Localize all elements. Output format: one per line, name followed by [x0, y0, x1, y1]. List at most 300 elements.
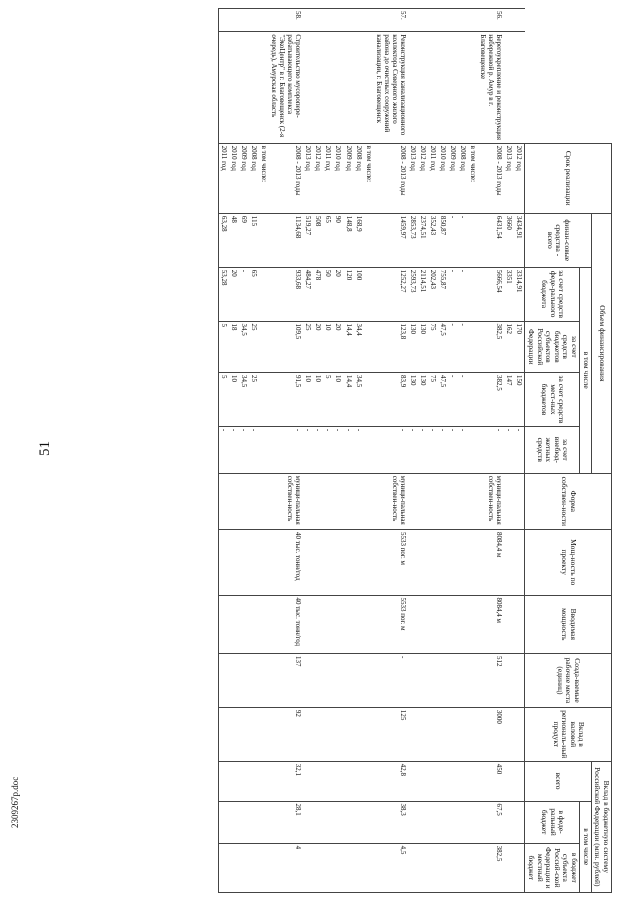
cell-v6: [313, 529, 323, 595]
table-row: [468, 9, 478, 893]
table-row: [218, 9, 229, 893]
header-obyom: Объем финансирования: [591, 213, 611, 473]
cell-v4: 10: [333, 373, 343, 427]
cell-v12: [343, 843, 353, 892]
cell-v12: 382,5: [478, 843, 504, 892]
cell-srok: 2013 год: [504, 143, 514, 213]
cell-v4: 91,5: [269, 373, 303, 427]
cell-v3: 5: [218, 321, 229, 373]
cell-v10: [239, 761, 249, 801]
cell-v8: [364, 654, 374, 708]
cell-n: 58.: [269, 9, 303, 32]
cell-v7: [333, 595, 343, 654]
cell-forma: [249, 473, 259, 529]
cell-v2: 5666,54: [478, 267, 504, 321]
cell-v3: 130: [408, 321, 418, 373]
cell-v11: [249, 801, 259, 843]
cell-forma: [303, 473, 313, 529]
cell-v6: [229, 529, 239, 595]
cell-n: [364, 9, 374, 32]
cell-v3: 34,4: [354, 321, 364, 373]
cell-v3: [468, 321, 478, 373]
cell-v3: 47,5: [438, 321, 448, 373]
cell-v9: [458, 707, 468, 761]
cell-v1: 3434,91: [514, 213, 525, 267]
cell-v12: [323, 843, 333, 892]
cell-v10: [438, 761, 448, 801]
cell-srok: 2008 - 2013 годы: [478, 143, 504, 213]
cell-forma: [514, 473, 525, 529]
cell-n: [514, 9, 525, 32]
cell-v11: [458, 801, 468, 843]
cell-v1: 168,9: [354, 213, 364, 267]
table-row: [478, 9, 504, 893]
cell-v12: [364, 843, 374, 892]
cell-n: [249, 9, 259, 32]
table-row: [343, 9, 353, 893]
cell-v12: [249, 843, 259, 892]
cell-v4: 34,5: [354, 373, 364, 427]
table-body: [218, 9, 525, 893]
cell-v12: [504, 843, 514, 892]
cell-v2: 755,87: [438, 267, 448, 321]
cell-v4: 5: [218, 373, 229, 427]
table-row: [333, 9, 343, 893]
cell-v12: [438, 843, 448, 892]
cell-v6: [239, 529, 249, 595]
cell-v11: [514, 801, 525, 843]
cell-name: [323, 32, 333, 143]
cell-v4: 34,5: [239, 373, 249, 427]
cell-v5: -: [269, 426, 303, 473]
cell-srok: 2008 год: [458, 143, 468, 213]
table-row: [259, 9, 269, 893]
cell-name: [333, 32, 343, 143]
cell-v10: 450: [478, 761, 504, 801]
cell-v2: 100: [354, 267, 364, 321]
cell-n: [343, 9, 353, 32]
cell-v2: 2593,73: [408, 267, 418, 321]
cell-v5: -: [438, 426, 448, 473]
cell-srok: 2013 год: [303, 143, 313, 213]
cell-v8: [239, 654, 249, 708]
cell-v8: [438, 654, 448, 708]
cell-v7: [229, 595, 239, 654]
cell-v8: [333, 654, 343, 708]
cell-v1: 3660: [504, 213, 514, 267]
cell-name: Берегоукрепление и реконструкция набережной р. Амур в г. Благовещенске: [478, 32, 504, 143]
cell-n: [458, 9, 468, 32]
cell-v11: [418, 801, 428, 843]
cell-v3: 123,8: [374, 321, 408, 373]
cell-forma: [218, 473, 229, 529]
cell-v8: [249, 654, 259, 708]
cell-v5: -: [343, 426, 353, 473]
cell-v11: [428, 801, 438, 843]
cell-v4: 130: [408, 373, 418, 427]
cell-v1: 2374,51: [418, 213, 428, 267]
cell-v8: [504, 654, 514, 708]
cell-v1: 115: [249, 213, 259, 267]
cell-forma: [438, 473, 448, 529]
header-vsego-fin: финан-совые средства - всего: [525, 213, 591, 267]
cell-v11: [438, 801, 448, 843]
cell-v6: [364, 529, 374, 595]
cell-name: [313, 32, 323, 143]
cell-name: [354, 32, 364, 143]
cell-name: [218, 32, 229, 143]
cell-v3: [364, 321, 374, 373]
cell-v10: [229, 761, 239, 801]
cell-v5: -: [303, 426, 313, 473]
cell-v3: 34,5: [239, 321, 249, 373]
cell-v9: [468, 707, 478, 761]
cell-v2: 484,27: [303, 267, 313, 321]
cell-v4: 5: [323, 373, 333, 427]
cell-v8: [468, 654, 478, 708]
cell-v5: -: [418, 426, 428, 473]
cell-forma: [229, 473, 239, 529]
cell-n: 56.: [478, 9, 504, 32]
cell-srok: 2009 год: [343, 143, 353, 213]
cell-v8: [323, 654, 333, 708]
cell-v8: [408, 654, 418, 708]
cell-v4: -: [448, 373, 458, 427]
cell-v7: [458, 595, 468, 654]
cell-v10: [468, 761, 478, 801]
cell-v10: [428, 761, 438, 801]
cell-v6: [468, 529, 478, 595]
table-row: [364, 9, 374, 893]
cell-v8: [458, 654, 468, 708]
cell-v3: [259, 321, 269, 373]
cell-n: [303, 9, 313, 32]
table-row: [354, 9, 364, 893]
cell-v7: [239, 595, 249, 654]
table-row: [269, 9, 303, 893]
cell-v5: -: [354, 426, 364, 473]
cell-srok: 2011 год: [428, 143, 438, 213]
cell-v10: [418, 761, 428, 801]
cell-v11: [333, 801, 343, 843]
cell-v2: 478: [313, 267, 323, 321]
cell-v1: 1459,97: [374, 213, 408, 267]
cell-n: [229, 9, 239, 32]
cell-forma: [504, 473, 514, 529]
cell-v10: [514, 761, 525, 801]
table-row: [438, 9, 448, 893]
cell-v5: -: [514, 426, 525, 473]
cell-v10: [364, 761, 374, 801]
cell-v12: [468, 843, 478, 892]
cell-v9: [354, 707, 364, 761]
cell-srok: 2012 год: [313, 143, 323, 213]
cell-name: [239, 32, 249, 143]
cell-v12: [303, 843, 313, 892]
header-vfed: в феде-ральный бюджет: [525, 801, 580, 843]
cell-v11: 28,1: [269, 801, 303, 843]
cell-v4: 150: [514, 373, 525, 427]
cell-n: [239, 9, 249, 32]
cell-v6: [303, 529, 313, 595]
cell-srok: 2010 год: [438, 143, 448, 213]
cell-srok: 2012 год: [514, 143, 525, 213]
cell-v10: [504, 761, 514, 801]
cell-v9: [303, 707, 313, 761]
cell-v6: [418, 529, 428, 595]
cell-v8: [428, 654, 438, 708]
cell-v11: 67,5: [478, 801, 504, 843]
cell-name: [468, 32, 478, 143]
cell-n: [313, 9, 323, 32]
header-forma: Форма собствен-ности: [525, 473, 612, 529]
cell-v1: 519,27: [303, 213, 313, 267]
cell-v10: [259, 761, 269, 801]
cell-v1: 63,28: [218, 213, 229, 267]
cell-v5: -: [333, 426, 343, 473]
cell-v5: -: [218, 426, 229, 473]
cell-v8: [418, 654, 428, 708]
cell-n: [468, 9, 478, 32]
header-fed: за счет средств феде-рального бюджета: [525, 267, 580, 321]
table-row: [323, 9, 333, 893]
cell-v7: [218, 595, 229, 654]
cell-v4: [364, 373, 374, 427]
cell-v5: -: [229, 426, 239, 473]
cell-v5: [364, 426, 374, 473]
table-row: [408, 9, 418, 893]
cell-v8: [218, 654, 229, 708]
cell-v12: 4: [269, 843, 303, 892]
cell-v7: [428, 595, 438, 654]
cell-n: [218, 9, 229, 32]
cell-n: [354, 9, 364, 32]
cell-srok: в том числе:: [468, 143, 478, 213]
cell-forma: [323, 473, 333, 529]
cell-v2: 1252,27: [374, 267, 408, 321]
cell-v4: 25: [249, 373, 259, 427]
cell-v5: -: [313, 426, 323, 473]
cell-name: [504, 32, 514, 143]
header-moshch: Мощ-ность по проекту: [525, 529, 612, 595]
cell-v12: [418, 843, 428, 892]
table-row: [458, 9, 468, 893]
cell-v9: 3000: [478, 707, 504, 761]
cell-forma: [408, 473, 418, 529]
cell-v2: [364, 267, 374, 321]
header-extra: за счет внебюд-жетных средств: [525, 426, 580, 473]
cell-v9: [229, 707, 239, 761]
cell-v8: [354, 654, 364, 708]
cell-v8: [313, 654, 323, 708]
rotated-table-container: [57, 8, 612, 893]
cell-v7: [249, 595, 259, 654]
cell-v11: [468, 801, 478, 843]
cell-v8: [448, 654, 458, 708]
cell-v7: [364, 595, 374, 654]
table-row: [514, 9, 525, 893]
cell-v2: 53,28: [218, 267, 229, 321]
cell-v9: [218, 707, 229, 761]
table-row: [313, 9, 323, 893]
table-row: [303, 9, 313, 893]
header-srok: Срок реализации: [525, 143, 612, 213]
cell-v7: [323, 595, 333, 654]
cell-srok: 2010 год: [333, 143, 343, 213]
cell-n: [323, 9, 333, 32]
cell-v12: [313, 843, 323, 892]
cell-srok: 2012 год: [418, 143, 428, 213]
cell-n: [333, 9, 343, 32]
cell-v2: [468, 267, 478, 321]
cell-v2: -: [239, 267, 249, 321]
cell-v3: 14,4: [343, 321, 353, 373]
cell-v2: -: [458, 267, 468, 321]
cell-v12: [239, 843, 249, 892]
cell-v7: [303, 595, 313, 654]
cell-v9: [313, 707, 323, 761]
cell-v6: [448, 529, 458, 595]
cell-v3: 20: [313, 321, 323, 373]
cell-v11: [323, 801, 333, 843]
cell-srok: 2009 год: [239, 143, 249, 213]
cell-v6: 5533 пог. м: [374, 529, 408, 595]
cell-n: [408, 9, 418, 32]
cell-srok: 2008 год: [354, 143, 364, 213]
cell-v2: 20: [333, 267, 343, 321]
cell-v9: [438, 707, 448, 761]
cell-v6: [504, 529, 514, 595]
table-row: [239, 9, 249, 893]
cell-v6: [333, 529, 343, 595]
cell-v10: [313, 761, 323, 801]
cell-v9: [239, 707, 249, 761]
cell-forma: муници-пальная собствен-ность: [478, 473, 504, 529]
cell-v12: 4,5: [374, 843, 408, 892]
cell-v4: 130: [418, 373, 428, 427]
cell-v5: -: [448, 426, 458, 473]
header-vsego: всего: [525, 761, 591, 801]
header-vtomchisle-vklad: в том числе: [580, 801, 592, 892]
cell-v7: [504, 595, 514, 654]
cell-v7: [408, 595, 418, 654]
cell-v3: 130: [418, 321, 428, 373]
cell-v10: 42,8: [374, 761, 408, 801]
cell-v5: -: [323, 426, 333, 473]
cell-v12: [458, 843, 468, 892]
cell-v7: [448, 595, 458, 654]
cell-v6: [323, 529, 333, 595]
cell-v3: 18: [229, 321, 239, 373]
cell-name: [259, 32, 269, 143]
header-vvod: Вводимая мощность: [525, 595, 612, 654]
cell-v11: [364, 801, 374, 843]
cell-v1: 352,43: [428, 213, 438, 267]
cell-v5: -: [504, 426, 514, 473]
cell-v10: [303, 761, 313, 801]
cell-v7: 5533 пог. м: [374, 595, 408, 654]
cell-v2: 933,68: [269, 267, 303, 321]
cell-forma: [448, 473, 458, 529]
cell-v9: [504, 707, 514, 761]
cell-v10: [333, 761, 343, 801]
cell-v11: [303, 801, 313, 843]
cell-v10: [354, 761, 364, 801]
cell-v11: [354, 801, 364, 843]
cell-name: [458, 32, 468, 143]
cell-v5: [468, 426, 478, 473]
cell-srok: 2011 год: [218, 143, 229, 213]
cell-v9: [323, 707, 333, 761]
cell-v9: 125: [374, 707, 408, 761]
cell-name: [303, 32, 313, 143]
cell-v9: [428, 707, 438, 761]
cell-v9: [333, 707, 343, 761]
cell-forma: [333, 473, 343, 529]
cell-v6: [408, 529, 418, 595]
cell-v11: [218, 801, 229, 843]
cell-forma: [458, 473, 468, 529]
cell-v3: 162: [504, 321, 514, 373]
cell-v5: -: [239, 426, 249, 473]
cell-v3: -: [448, 321, 458, 373]
cell-n: [428, 9, 438, 32]
cell-v3: 25: [249, 321, 259, 373]
cell-forma: [364, 473, 374, 529]
header-subj: за счет средств бюджетов субъектов Российской Федерации: [525, 321, 580, 373]
cell-v3: 25: [303, 321, 313, 373]
cell-v4: 83,9: [374, 373, 408, 427]
cell-v6: [438, 529, 448, 595]
cell-name: [448, 32, 458, 143]
header-vsubj: в бюджет субъекта Россий-ской Федерации и местный бюджет: [525, 843, 580, 892]
cell-v12: [229, 843, 239, 892]
cell-v5: -: [478, 426, 504, 473]
cell-forma: муници-пальная собствен-ность: [269, 473, 303, 529]
cell-v7: [418, 595, 428, 654]
table-row: [229, 9, 239, 893]
cell-srok: 2009 год: [448, 143, 458, 213]
cell-srok: 2008 - 2013 годы: [269, 143, 303, 213]
cell-v11: [343, 801, 353, 843]
cell-v11: [408, 801, 418, 843]
cell-v6: [218, 529, 229, 595]
cell-v10: [458, 761, 468, 801]
cell-n: [504, 9, 514, 32]
cell-n: [448, 9, 458, 32]
cell-name: Строительство мусоропере-рабатывающего комплекса "ЭкоЦентр" в г. Благовещенск (2-я очередь), Амурская область: [269, 32, 303, 143]
header-name: [525, 32, 612, 143]
cell-forma: [239, 473, 249, 529]
investment-projects-table: [218, 8, 612, 893]
cell-v6: [458, 529, 468, 595]
cell-v11: 38,3: [374, 801, 408, 843]
table-row: [418, 9, 428, 893]
cell-v3: 75: [428, 321, 438, 373]
cell-v8: 137: [269, 654, 303, 708]
cell-v9: [259, 707, 269, 761]
table-row: [428, 9, 438, 893]
cell-srok: 2010 год: [229, 143, 239, 213]
cell-v8: [343, 654, 353, 708]
cell-v10: 32,1: [269, 761, 303, 801]
cell-v1: -: [458, 213, 468, 267]
cell-v2: 3351: [504, 267, 514, 321]
cell-v1: [468, 213, 478, 267]
cell-srok: 2011 год: [323, 143, 333, 213]
cell-v10: [249, 761, 259, 801]
cell-v7: [514, 595, 525, 654]
